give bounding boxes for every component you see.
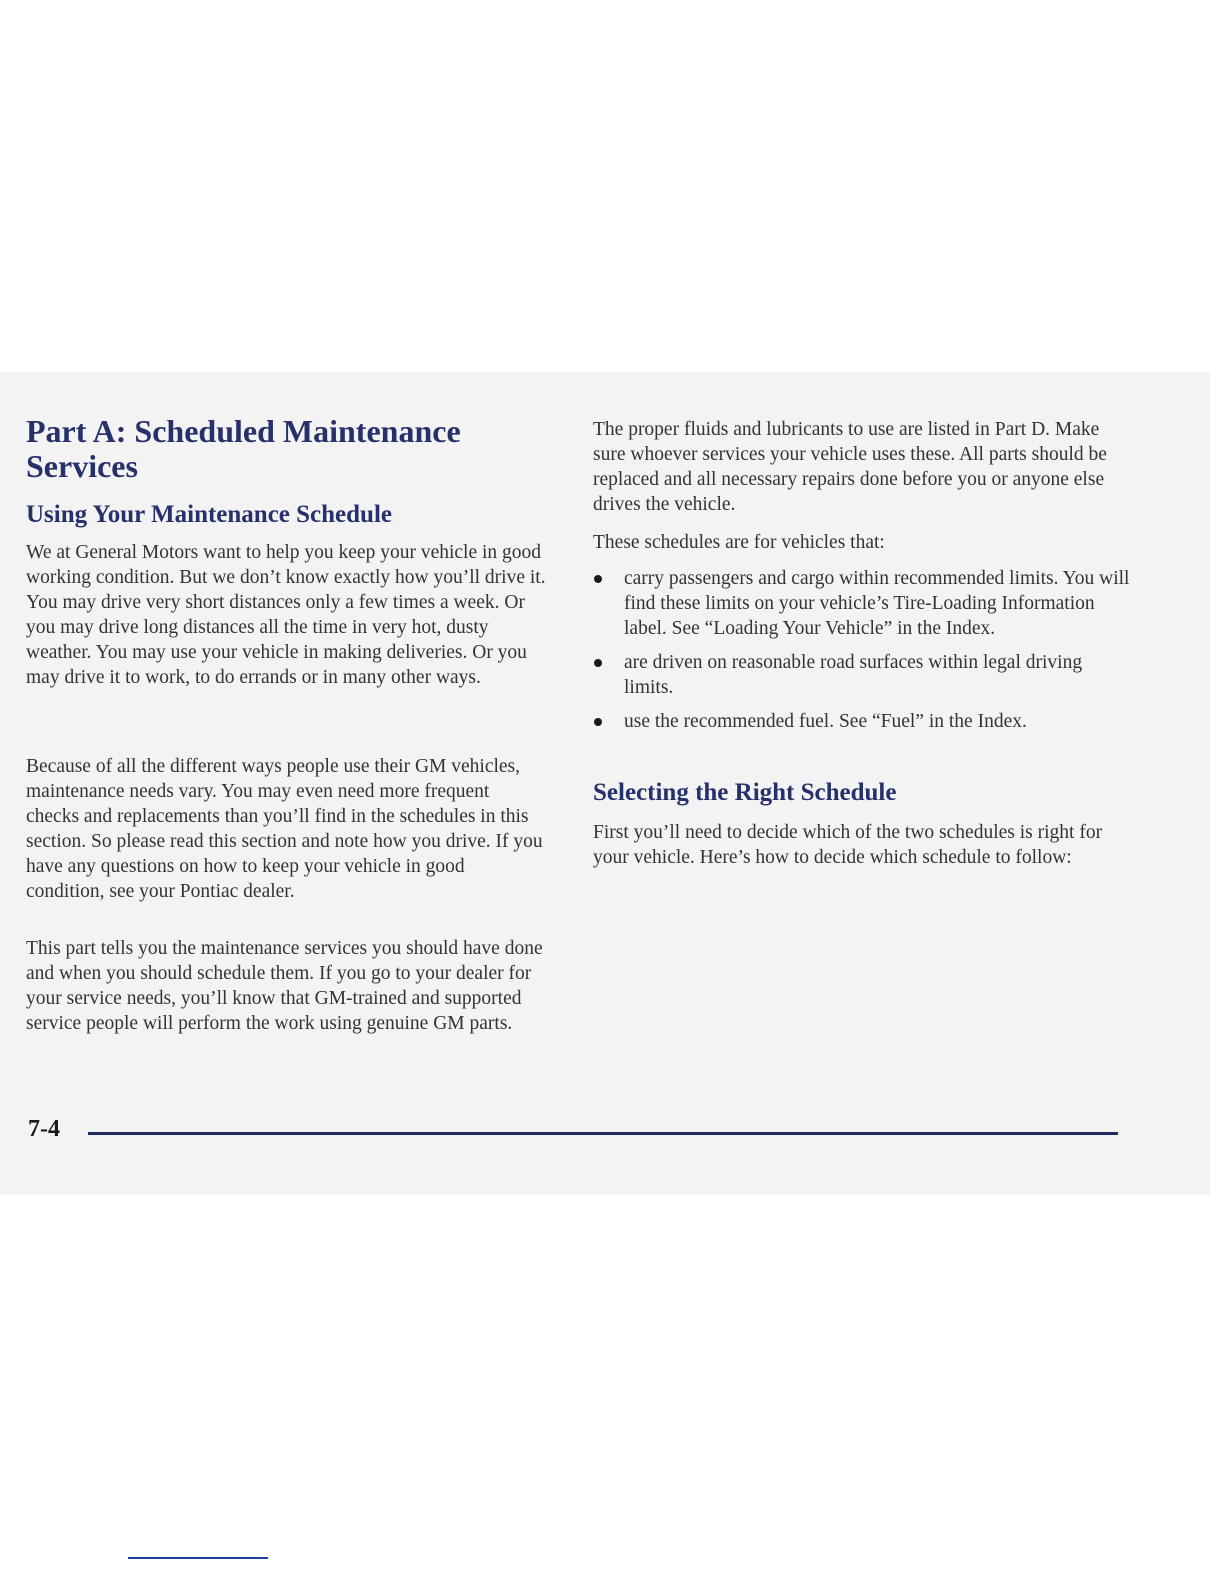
- bullet-icon: [594, 575, 602, 583]
- list-item: [593, 566, 1133, 641]
- list-item-text: carry passengers and cargo within recommended limits. You will find these limits on your vehicle’s Tire-Loading Information label. See “Loading Your Vehicle” in the Index.: [624, 568, 1130, 639]
- section-heading-selecting-schedule: Selecting the Right Schedule: [593, 779, 897, 806]
- page-number: 7-4: [28, 1116, 60, 1142]
- list-item: [593, 709, 1133, 734]
- list-item: [593, 650, 1133, 700]
- paragraph-schedules-for: These schedules are for vehicles that:: [593, 532, 885, 553]
- footer-divider: [88, 1132, 1118, 1135]
- bullet-icon: [594, 718, 602, 726]
- page-title: Part A: Scheduled Maintenance Services: [26, 413, 461, 484]
- paragraph-maintenance-needs: Because of all the different ways people use their GM vehicles, maintenance needs vary. You may even need more frequent checks and replacements than you’ll find in the schedules in this section. So please read this section and note how you drive. If you have any questions on how to keep your vehicle in good condition, see your Pontiac dealer.: [26, 756, 543, 902]
- bullet-icon: [594, 659, 602, 667]
- vehicle-conditions-list: [593, 566, 1133, 743]
- paragraph-services: This part tells you the maintenance services you should have done and when you should schedule them. If you go to your dealer for your service needs, you’ll know that GM-trained and supported service people will perform the work using genuine GM parts.: [26, 938, 543, 1034]
- list-item-text: use the recommended fuel. See “Fuel” in the Index.: [624, 711, 1027, 732]
- list-item-text: are driven on reasonable road surfaces within legal driving limits.: [624, 652, 1083, 698]
- bottom-divider: [128, 1557, 268, 1559]
- paragraph-intro: We at General Motors want to help you keep your vehicle in good working condition. But we don’t know exactly how you’ll drive it. You may drive very short distances only a few times a week. Or you may drive long distances all the time in very hot, dusty weather. You may use your vehicle in making deliveries. Or you may drive it to work, to do errands or in many other ways.: [26, 542, 546, 688]
- manual-page: [0, 372, 1210, 1195]
- paragraph-decide-schedule: First you’ll need to decide which of the two schedules is right for your vehicle. Here’s how to decide which schedule to follow:: [593, 822, 1103, 868]
- section-heading-using-schedule: Using Your Maintenance Schedule: [26, 501, 393, 528]
- paragraph-fluids: The proper fluids and lubricants to use are listed in Part D. Make sure whoever services your vehicle uses these. All parts should be replaced and all necessary repairs done before you or anyone else drives the vehicle.: [593, 419, 1107, 515]
